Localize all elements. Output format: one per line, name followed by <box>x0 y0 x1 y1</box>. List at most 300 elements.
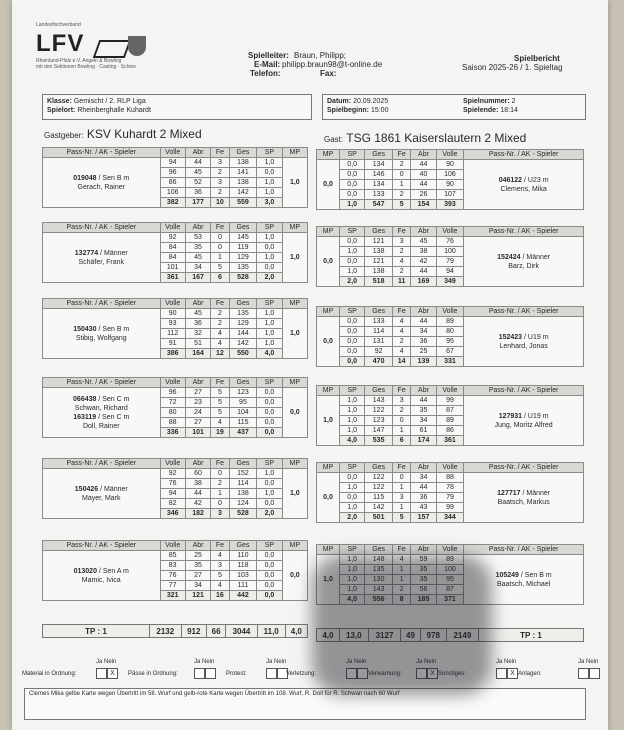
score-cell: 35 <box>411 565 436 575</box>
score-cell: 147 <box>365 426 393 436</box>
col-volle: Volle <box>436 463 464 473</box>
guest-game-table <box>316 226 584 287</box>
score-cell: 1,0 <box>257 329 282 339</box>
score-cell: 0,0 <box>257 168 282 178</box>
no-checkbox[interactable] <box>589 668 600 679</box>
score-cell: 87 <box>436 406 464 416</box>
score-cell: 88 <box>160 418 185 428</box>
sum-cell: 3 <box>211 509 229 519</box>
score-cell: 88 <box>436 473 464 483</box>
score-cell: 1 <box>392 503 410 513</box>
no-checkbox[interactable]: X <box>107 668 118 679</box>
col-abr: Abr <box>411 545 436 555</box>
score-cell: 0 <box>211 243 229 253</box>
score-cell: 1 <box>392 483 410 493</box>
score-cell: 3 <box>392 237 410 247</box>
score-cell: 121 <box>365 257 393 267</box>
sum-cell: 437 <box>229 428 257 438</box>
col-volle: Volle <box>436 227 464 237</box>
col-volle: Volle <box>160 223 185 233</box>
email-label: E-Mail: <box>254 60 281 69</box>
col-ges: Ges <box>229 541 257 551</box>
sum-cell: 442 <box>229 591 257 601</box>
score-cell: 114 <box>365 327 393 337</box>
venue-label: Spielort: <box>47 107 76 114</box>
player-id: 019048 <box>73 174 97 182</box>
yes-label: Ja <box>266 659 273 665</box>
sum-cell: 2,0 <box>340 513 365 523</box>
match-class-box <box>42 94 312 120</box>
score-cell: 87 <box>436 585 464 595</box>
score-cell: 1,0 <box>257 319 282 329</box>
score-cell: 91 <box>160 339 185 349</box>
col-ges: Ges <box>229 223 257 233</box>
score-cell: 123 <box>229 388 257 398</box>
score-cell: 36 <box>411 337 436 347</box>
remarks-box <box>24 688 586 720</box>
col-fe: Fe <box>211 299 229 309</box>
score-cell: 133 <box>365 317 393 327</box>
col-sp: SP <box>340 150 365 160</box>
col-sp: SP <box>340 227 365 237</box>
fax-label: Fax: <box>320 69 337 78</box>
sum-cell: 2,0 <box>257 273 282 283</box>
score-cell: 32 <box>185 329 210 339</box>
player-name: Baatsch, Michael <box>496 580 551 588</box>
col-volle: Volle <box>160 148 185 158</box>
no-checkbox[interactable] <box>205 668 216 679</box>
score-cell: 34 <box>185 263 210 273</box>
guest-game-table <box>316 149 584 210</box>
col-mp: MP <box>317 307 340 317</box>
player-name: Jung, Moritz Alfred <box>494 421 553 429</box>
guest-total-ges: 3127 <box>368 629 400 642</box>
player-id: 163119 <box>73 413 97 421</box>
no-label: Nein <box>586 659 599 665</box>
player-id: 150430 <box>73 325 97 333</box>
leader-value: Braun, Philipp; <box>294 51 347 60</box>
score-cell: 85 <box>160 551 185 561</box>
check-item-label: Protest: <box>226 671 247 677</box>
player-id: 046122 <box>498 176 523 184</box>
sum-cell: 393 <box>436 200 464 210</box>
player-entry: 132774 / Männer Schäfer, Frank <box>74 249 128 266</box>
score-cell: 2 <box>392 160 410 170</box>
col-abr: Abr <box>411 386 436 396</box>
score-cell: 86 <box>436 426 464 436</box>
player-entry: 127931 / U19 m Jung, Moritz Alfred <box>494 412 553 429</box>
score-cell: 2 <box>392 267 410 277</box>
score-cell: 0,0 <box>340 237 365 247</box>
col-fe: Fe <box>211 378 229 388</box>
col-player: Pass-Nr. / AK - Spieler <box>464 227 584 237</box>
score-cell: 3 <box>392 396 410 406</box>
score-cell: 53 <box>185 233 210 243</box>
table-row <box>317 396 584 406</box>
coat-of-arms-icon <box>128 36 146 56</box>
col-abr: Abr <box>185 299 210 309</box>
home-game-table <box>42 298 308 359</box>
player-id: 127717 <box>497 489 521 497</box>
yes-label: Ja <box>496 659 503 665</box>
yes-no-header <box>578 659 598 665</box>
score-cell: 2 <box>211 479 229 489</box>
score-cell: 0,0 <box>257 388 282 398</box>
score-cell: 0,0 <box>257 243 282 253</box>
score-cell: 0 <box>392 416 410 426</box>
player-ak: Sen C m <box>102 413 130 421</box>
mp-cell: 1,0 <box>317 555 340 605</box>
home-total-mp: 4,0 <box>285 625 307 638</box>
player-id: 152424 <box>497 253 521 261</box>
guest-total-sp: 13,0 <box>339 629 368 642</box>
col-abr: Abr <box>411 150 436 160</box>
guest-game-table <box>316 385 584 446</box>
player-name: Lenhard, Jonas <box>499 342 548 350</box>
score-cell: 131 <box>365 337 393 347</box>
score-cell: 24 <box>185 408 210 418</box>
score-cell: 4 <box>211 329 229 339</box>
score-cell: 45 <box>185 309 210 319</box>
player-id: 132774 <box>74 249 99 257</box>
col-ges: Ges <box>365 386 393 396</box>
score-cell: 0,0 <box>340 190 365 200</box>
score-cell: 0,0 <box>340 317 365 327</box>
score-cell: 100 <box>436 247 464 257</box>
col-fe: Fe <box>211 459 229 469</box>
score-cell: 148 <box>365 555 393 565</box>
player-name: Baatsch, Markus <box>497 498 550 506</box>
player-entry: 127717 / Männer Baatsch, Markus <box>497 489 551 506</box>
sum-cell: 154 <box>411 200 436 210</box>
player-ak: U23 m <box>527 176 549 184</box>
score-cell: 25 <box>185 551 210 561</box>
score-cell: 5 <box>211 263 229 273</box>
col-ges: Ges <box>365 227 393 237</box>
home-total-volle: 2132 <box>150 625 182 638</box>
sum-cell: 518 <box>365 277 393 287</box>
venue-value: Rheinberghalle Kuhardt <box>77 107 151 114</box>
home-total-sp: 11,0 <box>257 625 285 638</box>
col-abr: Abr <box>185 378 210 388</box>
sum-cell: 336 <box>160 428 185 438</box>
score-cell: 94 <box>160 158 185 168</box>
sum-cell: 164 <box>185 349 210 359</box>
score-cell: 119 <box>229 243 257 253</box>
score-cell: 92 <box>160 469 185 479</box>
score-cell: 1,0 <box>340 426 365 436</box>
col-mp: MP <box>282 378 307 388</box>
score-cell: 94 <box>160 489 185 499</box>
sum-cell: 121 <box>185 591 210 601</box>
col-volle: Volle <box>436 150 464 160</box>
home-tp: TP : 1 <box>43 625 150 638</box>
score-cell: 1,0 <box>340 406 365 416</box>
score-cell: 34 <box>411 327 436 337</box>
sum-cell: 10 <box>211 198 229 208</box>
score-sheet <box>12 0 608 730</box>
col-player: Pass-Nr. / AK - Spieler <box>43 378 161 388</box>
yes-no-header <box>266 659 286 665</box>
sum-cell: 331 <box>436 357 464 367</box>
yes-checkbox[interactable] <box>266 668 277 679</box>
score-cell: 3 <box>211 158 229 168</box>
score-cell: 144 <box>229 329 257 339</box>
yes-label: Ja <box>194 659 201 665</box>
table-row <box>43 551 308 561</box>
sum-cell: 101 <box>185 428 210 438</box>
sum-cell: 5 <box>392 513 410 523</box>
player-name: Doll, Rainer <box>82 422 120 430</box>
player-ak: Männer <box>526 489 551 497</box>
player-entry: 105249 / Sen B m Baatsch, Michael <box>495 571 552 588</box>
sum-cell: 1,0 <box>340 200 365 210</box>
score-cell: 124 <box>229 499 257 509</box>
score-cell: 59 <box>411 555 436 565</box>
sum-cell: 361 <box>436 436 464 446</box>
yes-checkbox[interactable] <box>96 668 107 679</box>
score-cell: 76 <box>160 571 185 581</box>
score-cell: 34 <box>411 416 436 426</box>
sum-cell: 11 <box>392 277 410 287</box>
score-cell: 2 <box>392 337 410 347</box>
player-entry: 066438 / Sen C m Schwan, Richard <box>73 395 130 412</box>
player-entry: 163119 / Sen C m Doll, Rainer <box>73 413 130 430</box>
sum-cell: 4,0 <box>257 349 282 359</box>
score-cell: 44 <box>411 267 436 277</box>
score-cell: 25 <box>411 347 436 357</box>
score-cell: 76 <box>160 479 185 489</box>
col-player: Pass-Nr. / AK - Spieler <box>43 459 161 469</box>
player-ak: Sen B m <box>102 325 130 333</box>
score-cell: 79 <box>436 257 464 267</box>
no-label: Nein <box>274 659 287 665</box>
sum-cell: 2,0 <box>257 509 282 519</box>
score-cell: 45 <box>185 168 210 178</box>
score-cell: 1 <box>211 489 229 499</box>
yes-label: Ja <box>346 659 353 665</box>
score-cell: 1,0 <box>340 483 365 493</box>
col-player: Pass-Nr. / AK - Spieler <box>43 148 161 158</box>
score-cell: 83 <box>160 561 185 571</box>
score-cell: 0,0 <box>257 499 282 509</box>
score-cell: 110 <box>229 551 257 561</box>
bowling-pins-icon <box>93 40 132 58</box>
player-cell <box>43 551 161 601</box>
score-cell: 99 <box>436 396 464 406</box>
sum-cell: 550 <box>229 349 257 359</box>
score-cell: 111 <box>229 581 257 591</box>
score-cell: 84 <box>160 253 185 263</box>
col-fe: Fe <box>392 386 410 396</box>
home-team <box>44 127 202 141</box>
sum-cell: 16 <box>211 591 229 601</box>
score-cell: 90 <box>436 160 464 170</box>
col-ges: Ges <box>229 459 257 469</box>
score-cell: 122 <box>365 406 393 416</box>
score-cell: 107 <box>436 190 464 200</box>
score-cell: 35 <box>185 561 210 571</box>
score-cell: 2 <box>392 247 410 257</box>
score-cell: 0,0 <box>257 418 282 428</box>
score-cell: 35 <box>411 575 436 585</box>
sum-cell: 371 <box>436 595 464 605</box>
score-cell: 44 <box>185 158 210 168</box>
col-mp: MP <box>317 227 340 237</box>
score-cell: 52 <box>185 178 210 188</box>
score-cell: 2 <box>211 309 229 319</box>
score-cell: 142 <box>365 503 393 513</box>
score-cell: 67 <box>436 347 464 357</box>
score-cell: 0 <box>211 499 229 509</box>
sum-cell: 174 <box>411 436 436 446</box>
sum-cell: 0,0 <box>257 428 282 438</box>
score-cell: 0,0 <box>257 408 282 418</box>
score-cell: 95 <box>229 398 257 408</box>
player-cell <box>464 396 584 446</box>
sum-cell: 2,0 <box>340 277 365 287</box>
score-cell: 3 <box>211 178 229 188</box>
sum-cell: 8 <box>392 595 410 605</box>
sum-cell: 344 <box>436 513 464 523</box>
mp-cell: 0,0 <box>282 551 307 601</box>
score-cell: 44 <box>411 396 436 406</box>
score-cell: 89 <box>436 416 464 426</box>
no-checkbox[interactable]: X <box>427 668 438 679</box>
score-cell: 142 <box>229 188 257 198</box>
score-cell: 101 <box>160 263 185 273</box>
score-cell: 44 <box>185 489 210 499</box>
lfv-logo: LFV <box>36 30 85 57</box>
score-cell: 44 <box>411 317 436 327</box>
score-cell: 82 <box>160 499 185 509</box>
score-cell: 123 <box>365 416 393 426</box>
guest-total-fe: 49 <box>401 629 421 642</box>
score-cell: 5 <box>211 398 229 408</box>
col-player: Pass-Nr. / AK - Spieler <box>464 463 584 473</box>
player-ak: U19 m <box>527 412 549 420</box>
score-cell: 1,0 <box>257 233 282 243</box>
score-cell: 0,0 <box>340 493 365 503</box>
score-cell: 2 <box>392 190 410 200</box>
col-ges: Ges <box>229 378 257 388</box>
col-mp: MP <box>317 545 340 555</box>
score-cell: 0 <box>392 473 410 483</box>
score-cell: 4 <box>392 257 410 267</box>
score-cell: 4 <box>392 327 410 337</box>
mp-cell: 0,0 <box>317 237 340 287</box>
player-ak: Männer <box>103 249 128 257</box>
score-cell: 27 <box>185 418 210 428</box>
col-abr: Abr <box>411 463 436 473</box>
player-cell <box>464 317 584 367</box>
player-id: 150426 <box>74 485 99 493</box>
guest-team-label: Gast: <box>324 135 344 144</box>
table-row <box>317 237 584 247</box>
no-checkbox[interactable]: X <box>507 668 518 679</box>
score-cell: 0,0 <box>257 551 282 561</box>
col-volle: Volle <box>436 386 464 396</box>
sum-cell: 386 <box>160 349 185 359</box>
score-cell: 92 <box>160 233 185 243</box>
score-cell: 103 <box>229 571 257 581</box>
report-title: Spielbericht <box>514 54 560 63</box>
player-cell <box>43 158 161 208</box>
col-ges: Ges <box>365 545 393 555</box>
col-fe: Fe <box>211 148 229 158</box>
score-cell: 142 <box>229 339 257 349</box>
yes-no-header <box>96 659 116 665</box>
score-cell: 0,0 <box>340 160 365 170</box>
mp-cell: 0,0 <box>282 388 307 438</box>
score-cell: 122 <box>365 483 393 493</box>
no-label: Nein <box>424 659 437 665</box>
col-ges: Ges <box>365 463 393 473</box>
yes-checkbox[interactable] <box>578 668 589 679</box>
no-label: Nein <box>354 659 367 665</box>
col-sp: SP <box>257 541 282 551</box>
score-cell: 1,0 <box>257 489 282 499</box>
yes-checkbox[interactable] <box>194 668 205 679</box>
score-cell: 3 <box>392 493 410 503</box>
col-player: Pass-Nr. / AK - Spieler <box>464 307 584 317</box>
player-id: 105249 <box>495 571 519 579</box>
score-cell: 78 <box>436 483 464 493</box>
score-cell: 4 <box>392 555 410 565</box>
table-row <box>317 473 584 483</box>
phone-label: Telefon: <box>250 69 281 78</box>
player-name: Mamic, Ivica <box>81 576 121 584</box>
score-cell: 115 <box>229 418 257 428</box>
table-row <box>317 160 584 170</box>
score-cell: 1,0 <box>257 309 282 319</box>
score-cell: 0,0 <box>257 571 282 581</box>
score-cell: 4 <box>392 317 410 327</box>
org-subtitle-2: mit den Sektionen Bowling · Casting · Schies <box>36 64 136 70</box>
sum-cell: 6 <box>211 273 229 283</box>
score-cell: 0,0 <box>257 398 282 408</box>
end-value: 18:14 <box>500 107 518 114</box>
check-item-label: Pässe in Ordnung: <box>128 671 178 677</box>
score-cell: 86 <box>160 178 185 188</box>
score-cell: 0,0 <box>257 479 282 489</box>
score-cell: 1,0 <box>340 416 365 426</box>
score-cell: 134 <box>365 160 393 170</box>
yes-checkbox[interactable] <box>496 668 507 679</box>
score-cell: 51 <box>185 339 210 349</box>
sum-cell: 157 <box>411 513 436 523</box>
sum-cell: 169 <box>411 277 436 287</box>
score-cell: 2 <box>211 168 229 178</box>
score-cell: 3 <box>211 561 229 571</box>
yes-label: Ja <box>416 659 423 665</box>
score-cell: 1,0 <box>257 253 282 263</box>
score-cell: 4 <box>211 339 229 349</box>
player-entry: 013020 / Sen A m Mamic, Ivica <box>73 567 129 584</box>
score-cell: 138 <box>229 489 257 499</box>
guest-team-name: TSG 1861 Kaiserslautern 2 Mixed <box>346 131 527 145</box>
score-cell: 36 <box>185 188 210 198</box>
sum-cell: 5 <box>392 200 410 210</box>
score-cell: 1 <box>392 575 410 585</box>
col-mp: MP <box>317 463 340 473</box>
score-cell: 95 <box>436 575 464 585</box>
player-cell <box>43 469 161 519</box>
score-cell: 84 <box>160 243 185 253</box>
col-fe: Fe <box>392 463 410 473</box>
col-volle: Volle <box>160 459 185 469</box>
mp-cell: 0,0 <box>317 160 340 210</box>
